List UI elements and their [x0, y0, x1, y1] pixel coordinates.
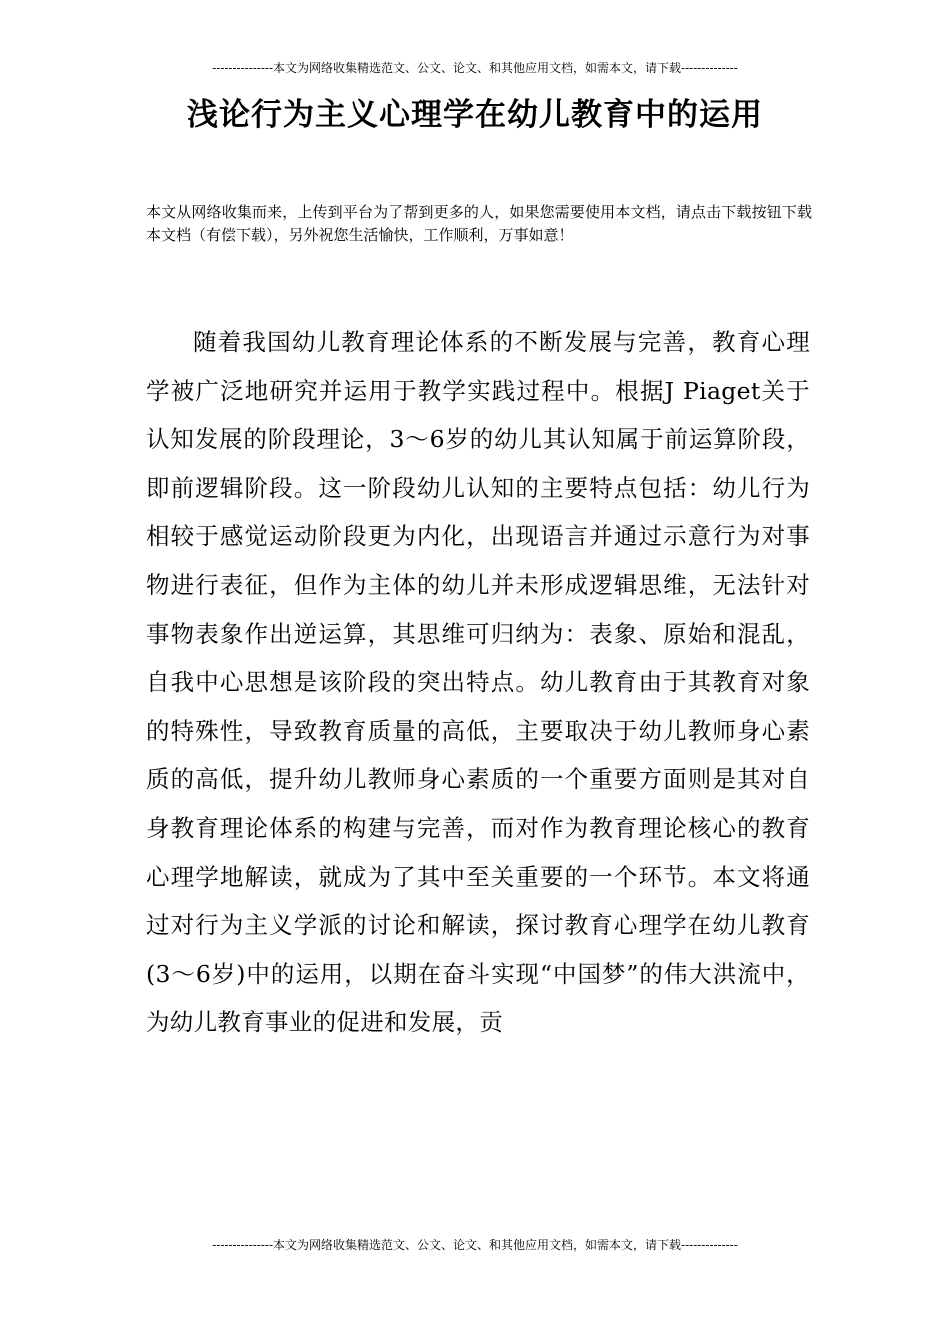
document-title: 浅论行为主义心理学在幼儿教育中的运用 [187, 97, 763, 133]
body-paragraph: 随着我国幼儿教育理论体系的不断发展与完善，教育心理学被广泛地研究并运用于教学实践过程中。根据J Piaget关于认知发展的阶段理论，3～6岁的幼儿其认知属于前运算阶段，即前逻辑阶段。这一阶段幼儿认知的主要特点包括：幼儿行为相较于感觉运动阶段更为内化，出现语言并通过示意行为对事物进行表征，但作为主体的幼儿并未形成逻辑思维，无法针对事物表象作出逆运算，其思维可归纳为：表象、原始和混乱，自我中心思想是该阶段的突出特点。幼儿教育由于其教育对象的特殊性，导致教育质量的高低，主要取决于幼儿教师身心素质的高低，提升幼儿教师身心素质的一个重要方面则是其对自身教育理论体系的构建与完善，而对作为教育理论核心的教育心理学地解读，就成为了其中至关重要的一个环节。本文将通过对行为主义学派的讨论和解读，探讨教育心理学在幼儿教育(3～6岁)中的运用，以期在奋斗实现“中国梦”的伟大洪流中，为幼儿教育事业的促进和发展，贡 [146, 328, 810, 1037]
header-banner: ---------------本文为网络收集精选范文、公文、论文、和其他应用文档，如需本文，请下载-------------- [212, 61, 738, 75]
footer-banner: ---------------本文为网络收集精选范文、公文、论文、和其他应用文档，如需本文，请下载-------------- [212, 1238, 738, 1252]
intro-note: 本文从网络收集而来，上传到平台为了帮到更多的人，如果您需要使用本文档，请点击下载按钮下载本文档（有偿下载），另外祝您生活愉快，工作顺利，万事如意！ [146, 203, 812, 244]
